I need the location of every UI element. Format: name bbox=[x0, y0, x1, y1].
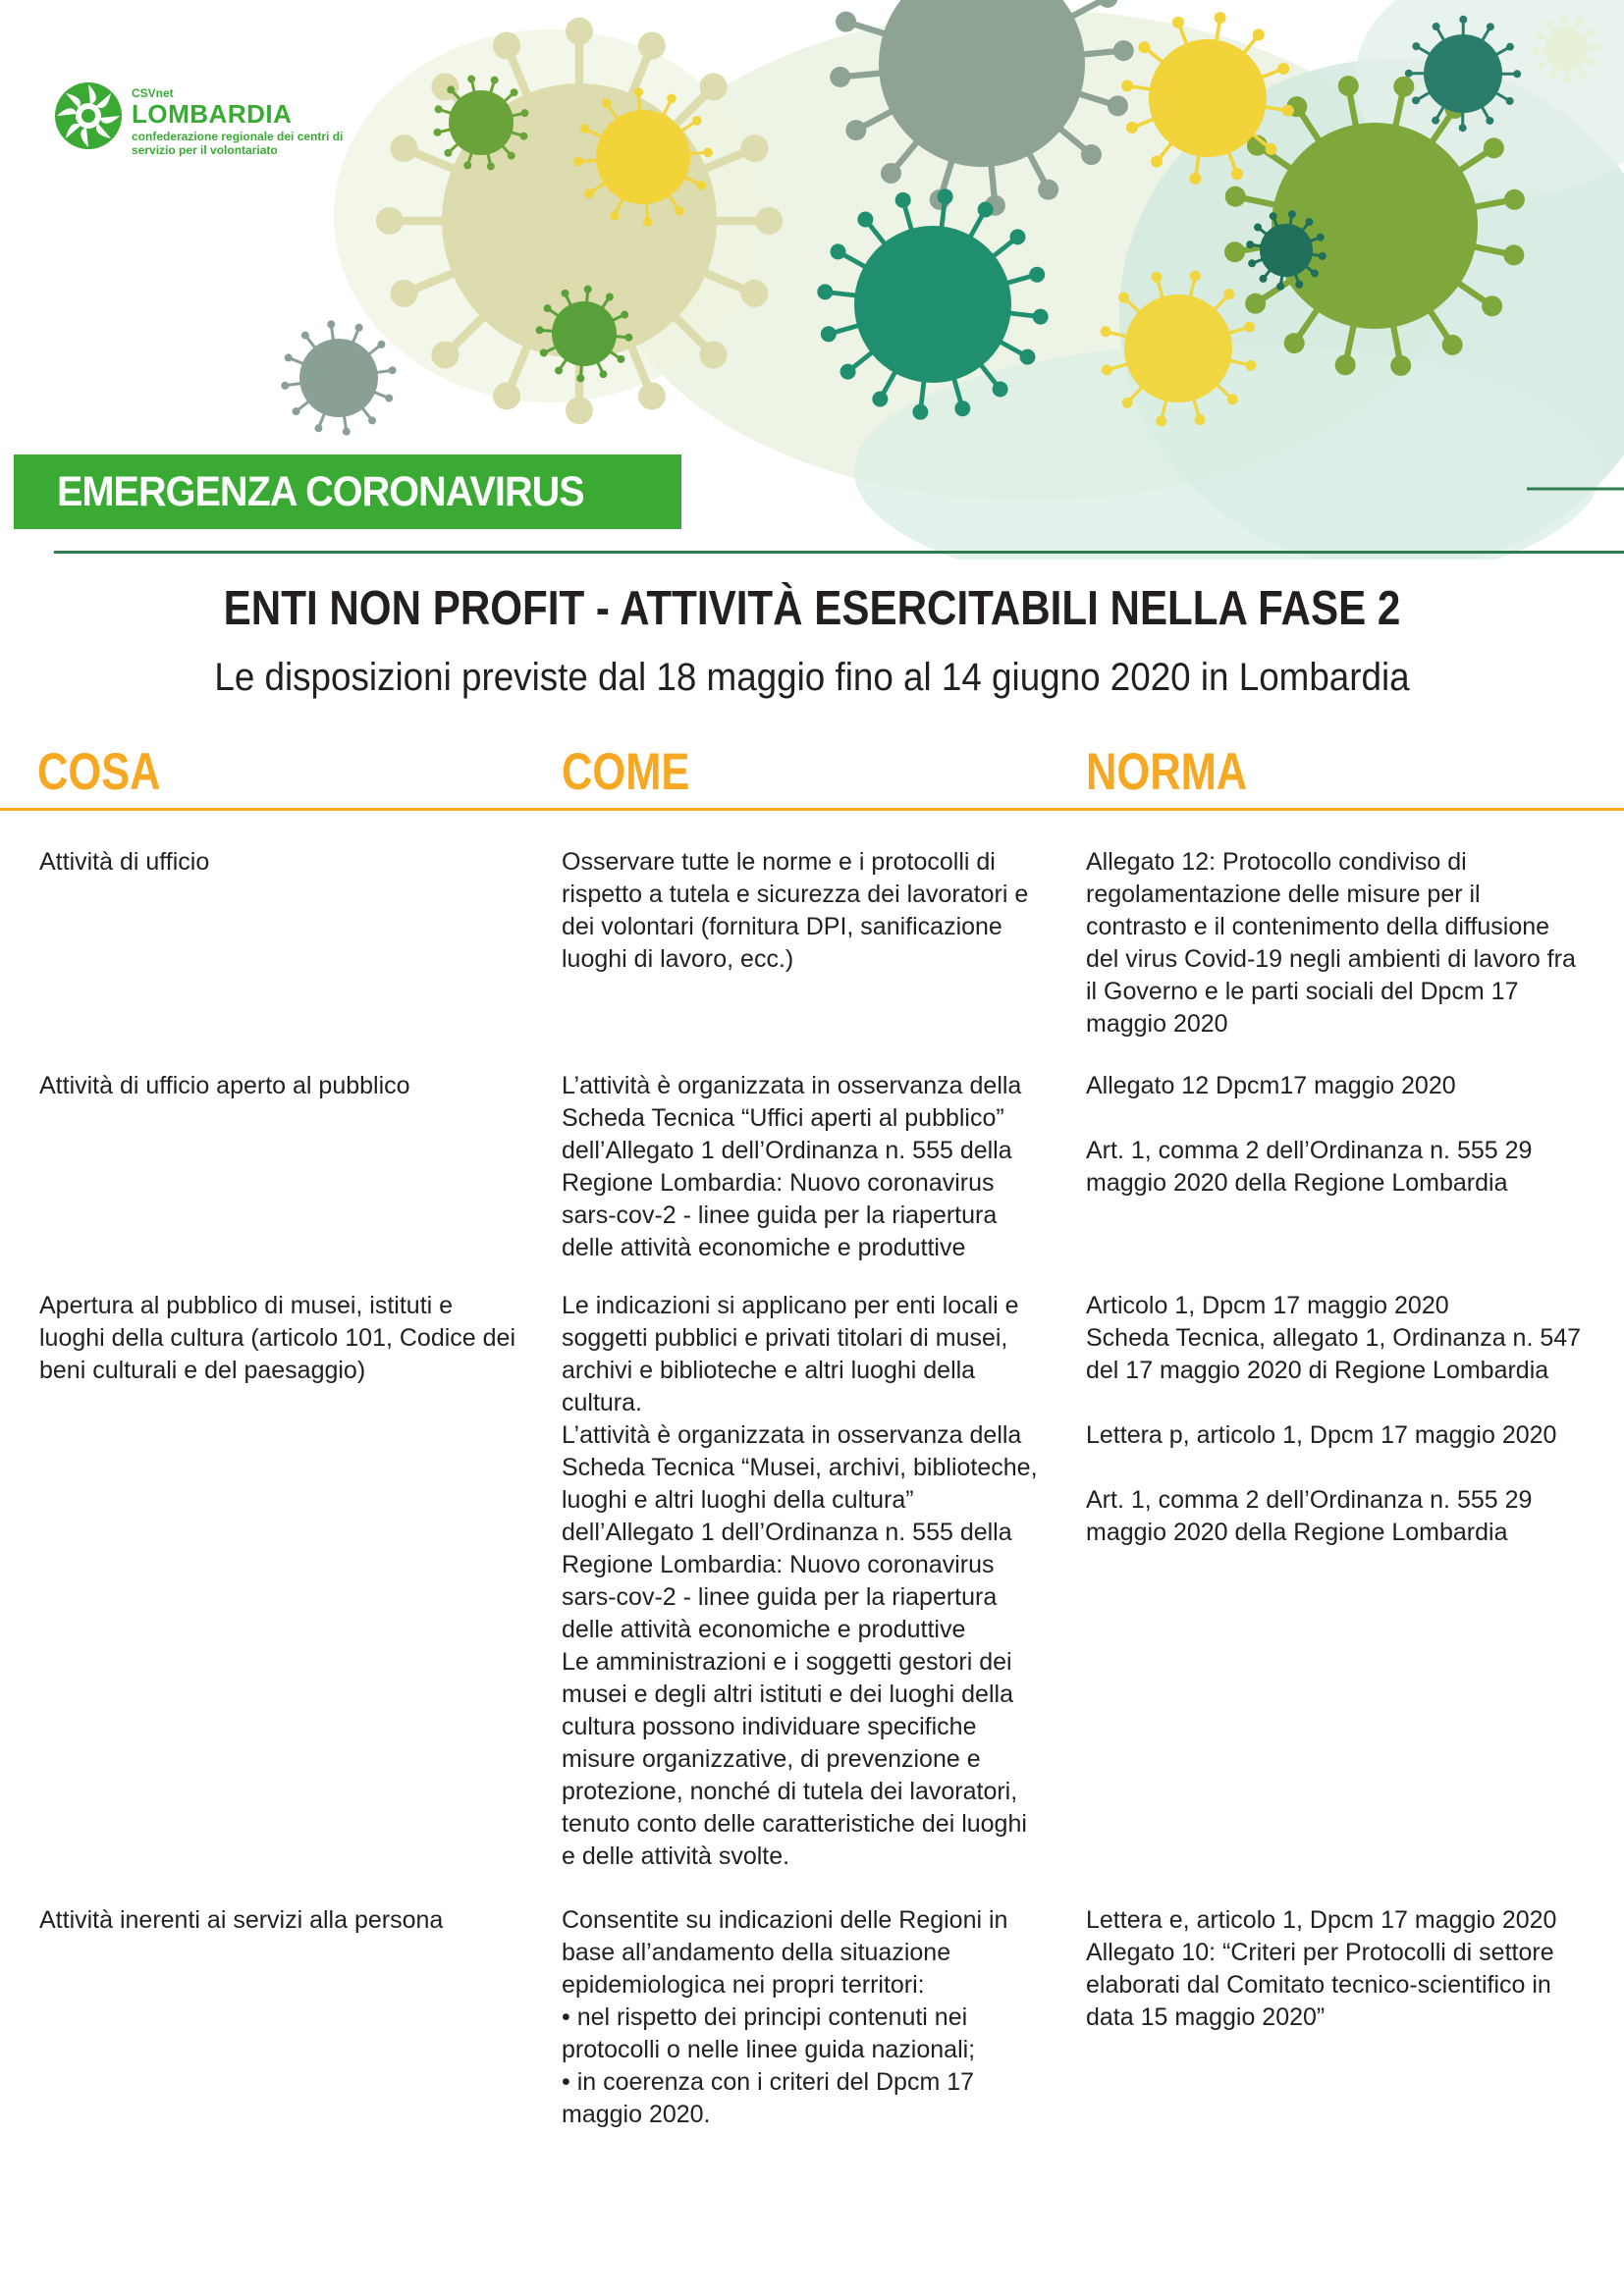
csvnet-swirl-icon bbox=[51, 79, 126, 153]
orange-divider bbox=[0, 808, 1624, 811]
emergency-banner bbox=[14, 454, 681, 529]
column-header-cosa: COSA bbox=[37, 743, 161, 801]
page-title: ENTI NON PROFIT - ATTIVITÀ ESERCITABILI NELLA FASE 2 bbox=[223, 582, 1401, 635]
row-2-cosa: Attività di ufficio aperto al pubblico bbox=[39, 1072, 410, 1099]
logo-subtitle: confederazione regionale dei centri di servizio per il volontariato bbox=[132, 130, 344, 157]
row-1-cosa: Attività di ufficio bbox=[39, 848, 210, 876]
virus-particle bbox=[281, 320, 396, 435]
row-3-norma: Articolo 1, Dpcm 17 maggio 2020 Scheda Tecnica, allegato 1, Ordinanza n. 547 del 17 maggio 2020 di Regione Lombardia Lettera p, articolo 1, Dpcm 17 maggio 2020 Art. 1, comma 2 dell’Ordinanza n. 555 29 maggio 2020 della Regione Lombardia bbox=[1086, 1292, 1582, 1546]
row-3-come: Le indicazioni si applicano per enti locali e soggetti pubblici e privati titolari di musei, archivi e biblioteche e altri luoghi della cultura. L’attività è organizzata in osservanza della Scheda Tecnica “Musei, archivi, biblioteche, luoghi e altri luoghi della cultura” dell’Allegato 1 dell’Ordinanza n. 555 della Regione Lombardia: Nuovo coronavirus sars-cov-2 - linee guida per la riapertura delle attività economiche e produttive Le amministrazioni e i soggetti gestori dei musei e degli altri istituti e dei luoghi della cultura possono individuare specifiche misure organizzative, di prevenzione e protezione, nonché di tutela dei lavoratori, tenuto conto delle caratteristiche dei luoghi e delle attività svolte. bbox=[562, 1292, 1038, 1870]
emergency-banner-label: EMERGENZA CORONAVIRUS bbox=[57, 468, 584, 515]
row-1-come: Osservare tutte le norme e i protocolli di rispetto a tutela e sicurezza dei lavoratori e dei volontari (fornitura DPI, sanificazione luoghi di lavoro, ecc.) bbox=[562, 848, 1029, 973]
row-2-norma: Allegato 12 Dpcm17 maggio 2020 Art. 1, comma 2 dell’Ordinanza n. 555 29 maggio 2020 della Regione Lombardia bbox=[1086, 1072, 1533, 1197]
logo-small-text: CSVnet bbox=[132, 86, 174, 100]
green-divider bbox=[54, 551, 1624, 554]
csvnet-logo bbox=[51, 79, 365, 167]
row-4-cosa: Attività inerenti ai servizi alla persona bbox=[39, 1906, 444, 1934]
row-3-cosa: Apertura al pubblico di musei, istituti e luoghi della cultura (articolo 101, Codice dei beni culturali e del paesaggio) bbox=[39, 1292, 516, 1384]
page-subtitle: Le disposizioni previste dal 18 maggio fino al 14 giugno 2020 in Lombardia bbox=[214, 656, 1410, 699]
row-4-norma: Lettera e, articolo 1, Dpcm 17 maggio 2020 Allegato 10: “Criteri per Protocolli di settore elaborati dal Comitato tecnico-scientifico in data 15 maggio 2020” bbox=[1086, 1906, 1557, 2031]
column-header-come: COME bbox=[562, 743, 690, 801]
row-1-norma: Allegato 12: Protocollo condiviso di regolamentazione delle misure per il contrasto e il contenimento della diffusione del virus Covid-19 negli ambienti di lavoro fra il Governo e le parti sociali del Dpcm 17 maggio 2020 bbox=[1086, 848, 1576, 1038]
row-4-come: Consentite su indicazioni delle Regioni in base all’andamento della situazione epidemiologica nei propri territori: • nel rispetto dei principi contenuti nei protocolli o nelle linee guida nazionali; • in coerenza con i criteri del Dpcm 17 maggio 2020. bbox=[562, 1906, 1008, 2128]
row-2-come: L’attività è organizzata in osservanza della Scheda Tecnica “Uffici aperti al pubblico” dell’Allegato 1 dell’Ordinanza n. 555 della Regione Lombardia: Nuovo coronavirus sars-cov-2 - linee guida per la riapertura delle attività economiche e produttive bbox=[562, 1072, 1022, 1261]
column-header-norma: NORMA bbox=[1086, 743, 1248, 801]
logo-brand: LOMBARDIA bbox=[132, 99, 293, 129]
